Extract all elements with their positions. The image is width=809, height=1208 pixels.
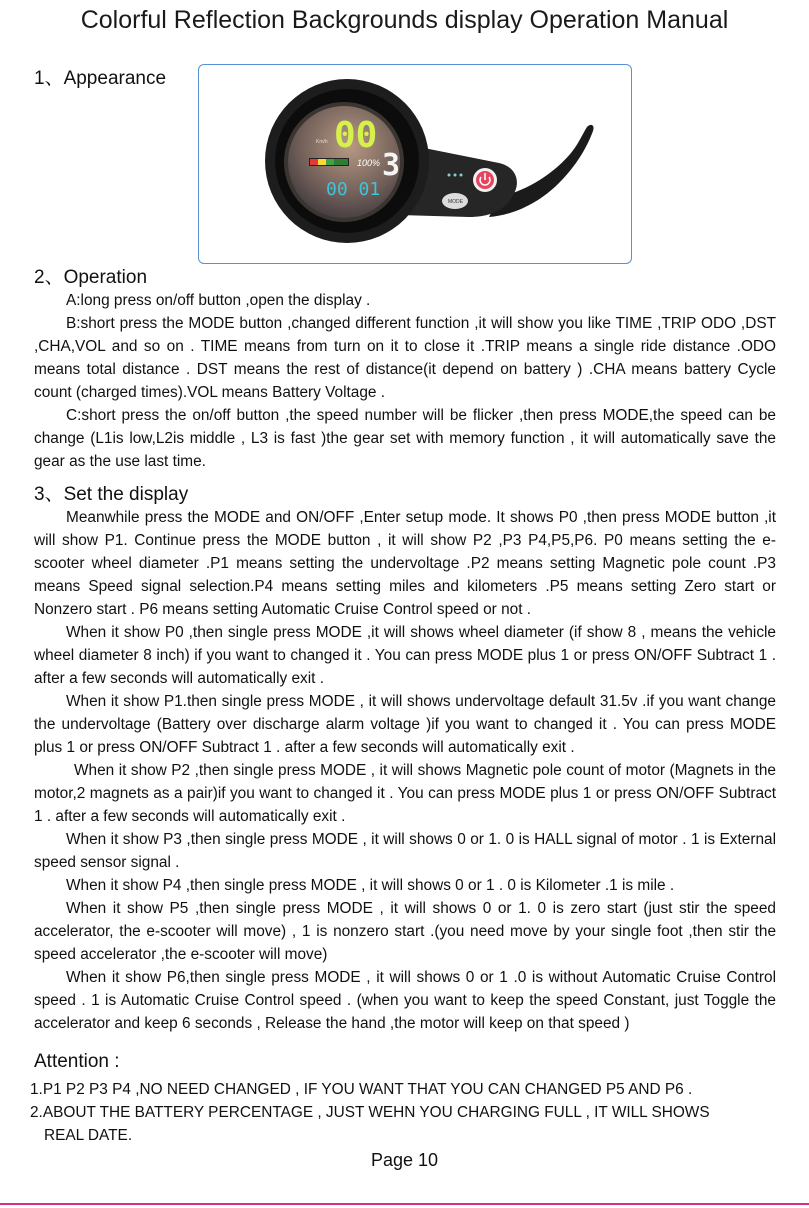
attention-item-2-continued: REAL DATE. — [44, 1127, 133, 1144]
display-device-illustration — [199, 65, 631, 263]
setup-paragraph-4: When it show P2 ,then single press MODE , it will shows Magnetic pole count of motor (Magnets in the motor,2 magnets as a pair)if you want to changed it . You can press MODE plus 1 or press ON/OFF Subtract 1 . after a few seconds will automatically exit . — [34, 762, 776, 825]
gear-readout: 3 — [382, 148, 401, 183]
attention-heading: Attention : — [34, 1051, 120, 1072]
section-operation-heading: 2、Operation — [34, 267, 148, 288]
unit-label: Km/h — [316, 139, 328, 145]
setup-paragraph-1: Meanwhile press the MODE and ON/OFF ,Enter setup mode. It shows P0 ,then press MODE button ,it will show P1. Continue press the MODE button , it will show P2 ,P3 P4,P5,P6. P0 means setting the e-scooter wheel diameter .P1 means setting the undervoltage .P2 means setting Magnetic pole count .P3 means Speed signal selection.P4 means setting miles and kilometers .P5 means setting Zero start or Nonzero start . P6 means setting Automatic Cruise Control speed or not . — [34, 509, 776, 618]
attention-item-1: 1.P1 P2 P3 P4 ,NO NEED CHANGED , IF YOU WANT THAT YOU CAN CHANGED P5 AND P6 . — [30, 1081, 693, 1098]
page-number: Page 10 — [370, 1150, 439, 1170]
operation-c: C:short press the on/off button ,the speed number will be flicker ,then press MODE,the speed can be change (L1is low,L2is middle , L3 is fast )the gear set with memory function , it will automatically save the gear as the use last time. — [34, 407, 776, 470]
section-appearance-heading: 1、Appearance — [34, 68, 167, 89]
trip-readout: 00 01 — [326, 179, 381, 200]
setup-paragraph-7: When it show P5 ,then single press MODE , it will shows 0 or 1. 0 is zero start (just stir the speed accelerator, the e-scooter will move) , 1 is nonzero start .(you need move by your single foot ,then stir the speed accelerator ,the e-scooter will move) — [34, 900, 776, 963]
mode-button[interactable] — [442, 193, 468, 209]
display-photo-frame — [198, 64, 632, 264]
setup-paragraph-5: When it show P3 ,then single press MODE , it will shows 0 or 1. 0 is HALL signal of motor . 1 is External speed sensor signal . — [34, 831, 776, 871]
setup-paragraph-8: When it show P6,then single press MODE , it will shows 0 or 1 .0 is without Automatic Cruise Control speed . 1 is Automatic Cruise Control speed . (when you want to keep the speed Constant, just Toggle the accelerator and keep 6 seconds , Release the hand ,the motor will keep on that speed ) — [34, 969, 776, 1032]
operation-a: A:long press on/off button ,open the display . — [66, 292, 371, 309]
power-button[interactable] — [473, 168, 497, 192]
attention-list — [30, 1078, 790, 1147]
battery-percent: 100% — [357, 158, 381, 168]
setup-text — [34, 506, 776, 1035]
document-title: Colorful Reflection Backgrounds display Operation Manual — [80, 6, 729, 34]
bottom-divider — [0, 1203, 809, 1205]
setup-paragraph-6: When it show P4 ,then single press MODE , it will shows 0 or 1 . 0 is Kilometer .1 is mile . — [66, 877, 675, 894]
setup-paragraph-3: When it show P1.then single press MODE , it will shows undervoltage default 31.5v .if you want change the undervoltage (Battery over discharge alarm voltage )if you want to changed it . You can press MODE plus 1 or press ON/OFF Subtract 1 . after a few seconds will automatically exit . — [34, 693, 776, 756]
mode-button-label: MODE — [448, 199, 463, 205]
setup-paragraph-2: When it show P0 ,then single press MODE ,it will shows wheel diameter (if show 8 , means the vehicle wheel diameter 8 inch) if you want to changed it . You can press MODE plus 1 or press ON/OFF Subtract 1 . after a few seconds will automatically exit . — [34, 624, 776, 687]
attention-item-2: 2.ABOUT THE BATTERY PERCENTAGE , JUST WEHN YOU CHARGING FULL , IT WILL SHOWS — [30, 1104, 710, 1121]
operation-text — [34, 289, 776, 473]
speed-readout: 00 — [334, 115, 378, 156]
operation-b: B:short press the MODE button ,changed different function ,it will show you like TIME ,TRIP ODO ,DST ,CHA,VOL and so on . TIME means from turn on it to close it .TRIP means a single ride distance .ODO means total distance . DST means the rest of distance(it depend on battery ) .CHA means battery Cycle count (charged times).VOL means Battery Voltage . — [34, 315, 776, 401]
section-set-display-heading: 3、Set the display — [34, 484, 189, 505]
